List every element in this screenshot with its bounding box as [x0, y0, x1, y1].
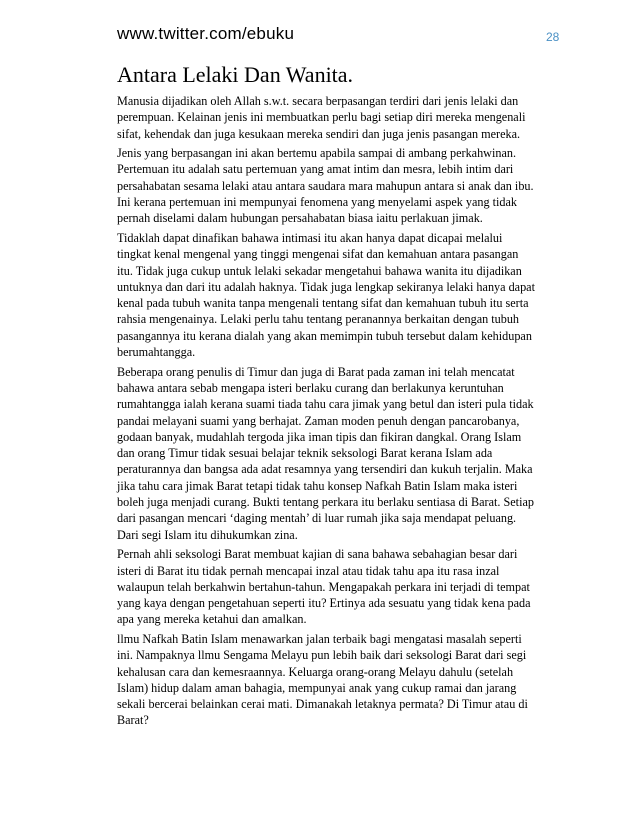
- article-body: [117, 60, 535, 732]
- article-title: Antara Lelaki Dan Wanita.: [117, 62, 354, 87]
- paragraph-6: llmu Nafkah Batin Islam menawarkan jalan terbaik bagi mengatasi masalah seperti ini. Nampaknya llmu Sengama Melayu pun lebih baik dari seksologi Barat dari segi kehalusan cara dan kemesraannya. Keluarga orang-orang Melayu dahulu (setelah Islam) hidup dalam aman bahagia, mempunyai anak yang cukup ramai dan jarang sekali bercerai belainkan cerai mati. Dimanakah letaknya permata? Di Timur atau di Barat?: [117, 631, 528, 728]
- paragraph-1: Manusia dijadikan oleh Allah s.w.t. secara berpasangan terdiri dari jenis lelaki dan perempuan. Kelainan jenis ini membuatkan perlu bagi setiap diri mereka mengenali sifat, kehendak dan juga kesukaan mereka sendiri dan juga jenis pasangan mereka.: [117, 94, 526, 141]
- paragraph-2: Jenis yang berpasangan ini akan bertemu apabila sampai di ambang perkahwinan. Pertemuan itu adalah satu pertemuan yang amat intim dan mesra, lebih intim dari persahabatan sesama lelaki atau antara saudara mara mahupun antara si anak dan ibu. Ini kerana pertemuan ini mempunyai fenomena yang menyelami aspek yang tidak pernah diselami dalam hubungan persahabatan biasa iaitu perlakuan jimak.: [117, 146, 534, 226]
- paragraph-5: Pernah ahli seksologi Barat membuat kajian di sana bahawa sebahagian besar dari isteri di Barat itu tidak pernah mencapai inzal atau tidak tahu apa itu rasa inzal walaupun telah berkahwin bertahun-tahun. Mengapakah perkara ini terjadi di tempat yang kaya dengan pengetahuan seperti itu? Ertinya ada sesuatu yang tidak kena pada apa yang mereka ketahui dan amalkan.: [117, 547, 531, 627]
- paragraph-3: Tidaklah dapat dinafikan bahawa intimasi itu akan hanya dapat dicapai melalui tingkat kenal mengenal yang tinggi mengenai sifat dan kemahuan antara pasangan itu. Tidak juga cukup untuk lelaki sekadar mengetahui bahawa wanita itu dijadikan untuknya dan dari itu adalah haknya. Tidak juga lengkap sekiranya lelaki hanya dapat kenal pada tubuh wanita tanpa mengenali tentang sifat dan kemahuan tubuh itu serta rahsia mengenainya. Lelaki perlu tahu tentang peranannya berkaitan dengan tubuh pasangannya itu kerana dialah yang akan memimpin tubuh tersebut dalam kehidupan berumahtangga.: [117, 230, 535, 360]
- paragraph-4: Beberapa orang penulis di Timur dan juga di Barat pada zaman ini telah mencatat bahawa antara sebab mengapa isteri berlaku curang dan berlakunya keruntuhan rumahtangga ialah kerana suami tiada tahu cara jimak yang betul dan isteri pula tidak pandai melayani suami yang berhajat. Zaman moden penuh dengan pancarobanya, godaan banyak, mudahlah tergoda jika iman tipis dan fikiran dangkal. Orang Islam dan orang Timur tidak sesuai belajar teknik seksologi Barat kerana Islam ada peraturannya dan bangsa ada adat resamnya yang tersendiri dan kukuh terjalin. Maka jika tahu cara jimak Barat tetapi tidak tahu konsep Nafkah Batin Islam maka isteri boleh juga menjadi curang. Bukti tentang perkara itu berlaku sentiasa di Barat. Setiap dari pasangan mencari ‘daging mentah’ di luar rumah jika saja mendapat peluang. Dari segi Islam itu dihukumkan zina.: [117, 364, 534, 542]
- header-url: www.twitter.com/ebuku: [117, 24, 295, 43]
- page-number: 28: [546, 30, 560, 44]
